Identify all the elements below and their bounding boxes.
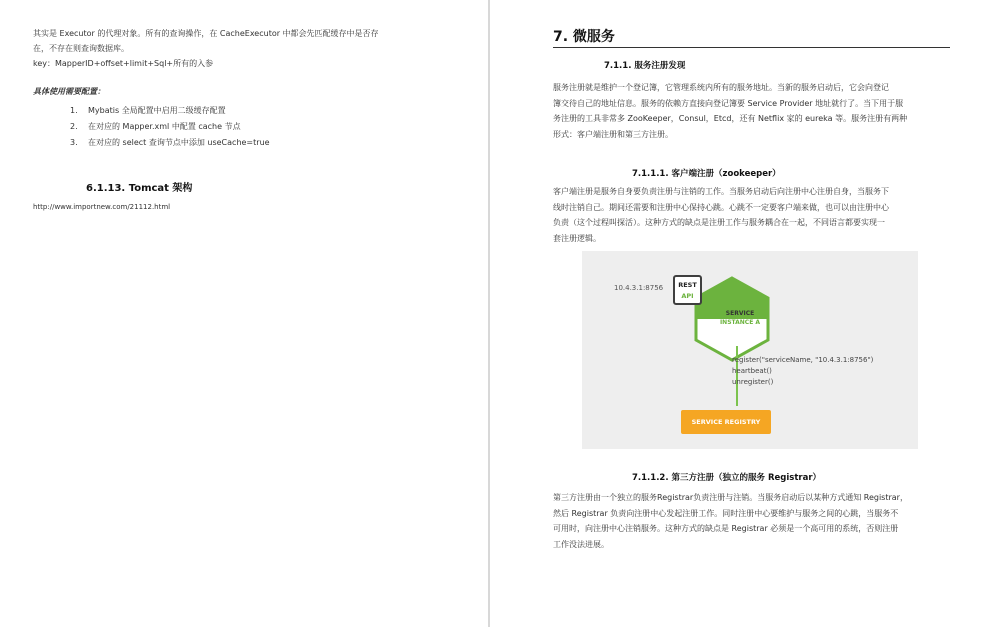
paragraph-line: 客户端注册是服务自身要负责注册与注销的工作。当服务启动后向注册中心注册自身，当服务下 <box>553 187 889 196</box>
intro-line: 其实是 Executor 的代理对象。所有的查询操作，在 CacheExecutor 中都会先匹配缓存中是否存 <box>33 29 379 38</box>
list-item-number: 1. <box>70 106 78 115</box>
section-heading-7112: 7.1.1.2. 第三方注册（独立的服务 Registrar） <box>632 473 822 483</box>
registry-calls <box>732 355 873 388</box>
page-divider <box>488 0 490 627</box>
service-registry-box: SERVICE REGISTRY <box>681 410 771 434</box>
paragraph-line: 然后 Registrar 负责向注册中心发起注册工作。同时注册中心要维护与服务之间的心跳，当服务不 <box>553 508 899 518</box>
paragraph-7112 <box>553 490 908 552</box>
call-heartbeat: heartbeat() <box>732 367 772 375</box>
ip-address-label: 10.4.3.1:8756 <box>614 284 664 292</box>
list-item <box>70 119 270 135</box>
list-item-number: 3. <box>70 138 78 147</box>
right-page <box>491 0 1001 627</box>
rest-label: REST <box>678 281 697 289</box>
list-item-number: 2. <box>70 122 78 131</box>
intro-line: 在，不存在则查询数据库。 <box>33 44 129 53</box>
call-unregister: unregister() <box>732 378 774 386</box>
instance-label: INSTANCE A <box>719 319 761 326</box>
list-item <box>70 135 270 151</box>
chapter-title-rule <box>553 47 950 48</box>
reference-link[interactable]: http://www.importnew.com/21112.html <box>33 203 171 211</box>
chapter-title: 7. 微服务 <box>553 29 615 45</box>
paragraph-711 <box>553 80 907 142</box>
call-register: register("serviceName, "10.4.3.1:8756") <box>732 356 874 364</box>
section-heading-711: 7.1.1. 服务注册发现 <box>604 61 686 71</box>
intro-line: key：MapperID+offset+limit+Sql+所有的入参 <box>33 59 214 68</box>
config-steps-list <box>70 103 270 151</box>
paragraph-line: 负责（这个过程叫探活）。这种方式的缺点是注册工作与服务耦合在一起，不同语言都要实现一 <box>553 218 885 227</box>
list-item-text: 在对应的 select 查询节点中添加 useCache=true <box>88 138 270 147</box>
list-item-text: Mybatis 全局配置中启用二级缓存配置 <box>88 106 226 115</box>
paragraph-7111 <box>553 184 889 246</box>
intro-paragraph <box>33 26 379 71</box>
list-item <box>70 103 270 119</box>
config-heading: 具体使用需要配置： <box>33 87 105 96</box>
service-registration-diagram <box>582 251 918 449</box>
service-label: SERVICE <box>725 310 755 317</box>
section-heading-tomcat: 6.1.13. Tomcat 架构 <box>86 183 193 194</box>
paragraph-line: 形式：客户端注册和第三方注册。 <box>553 129 673 139</box>
list-item-text: 在对应的 Mapper.xml 中配置 cache 节点 <box>88 122 241 131</box>
paragraph-line: 簿交待自己的地址信息。服务的依赖方直接向登记簿要 Service Provider 地址就行了。当下用于服 <box>553 98 904 108</box>
paragraph-line: 工作没法进展。 <box>553 539 609 549</box>
rest-api-badge <box>673 275 702 305</box>
paragraph-line: 服务注册就是维护一个登记簿，它管理系统内所有的服务地址。当新的服务启动后，它会向登记 <box>553 83 889 92</box>
paragraph-line: 可用时，向注册中心注销服务。这种方式的缺点是 Registrar 必须是一个高可用的系统，否则注册 <box>553 524 899 533</box>
section-heading-7111: 7.1.1.1. 客户端注册（zookeeper） <box>632 169 781 179</box>
paragraph-line: 第三方注册由一个独立的服务Registrar负责注册与注销。当服务启动后以某种方式通知 Registrar， <box>553 493 908 502</box>
service-instance-label <box>715 309 765 327</box>
paragraph-line: 套注册逻辑。 <box>553 233 601 243</box>
paragraph-line: 务注册的工具非常多 ZooKeeper，Consul，Etcd，还有 Netflix 家的 eureka 等。服务注册有两种 <box>553 114 908 123</box>
left-page <box>0 0 488 627</box>
paragraph-line: 线时注销自己。期间还需要和注册中心保持心跳。心跳不一定要客户端来做，也可以由注册中心 <box>553 202 889 212</box>
api-label: API <box>681 292 694 300</box>
